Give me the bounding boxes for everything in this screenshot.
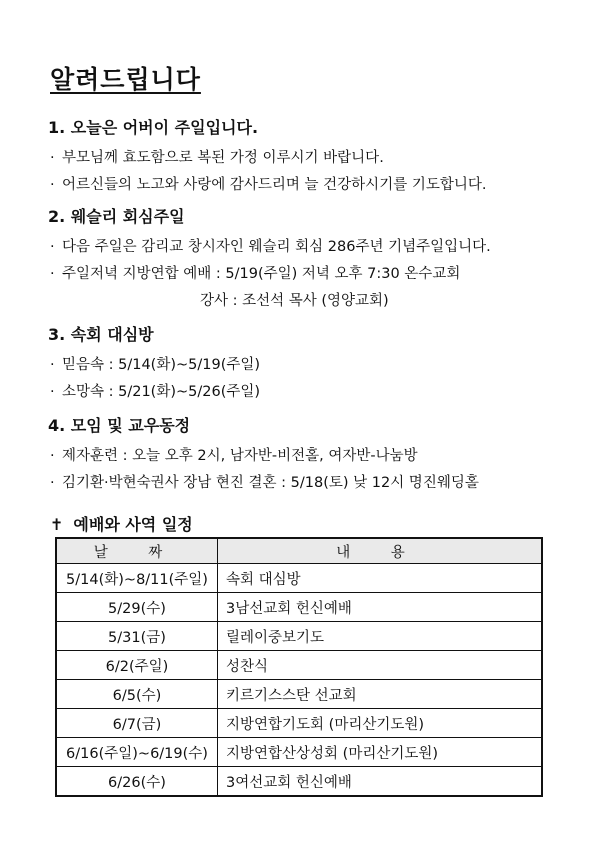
row-date: 6/16(주일)~6/19(수) <box>56 738 218 767</box>
row-content: 지방연합산상성회 (마리산기도원) <box>218 738 543 767</box>
row-date: 5/14(화)~8/11(주일) <box>56 564 218 593</box>
bullet: · <box>50 475 55 491</box>
item-text: 다음 주일은 감리교 창시자인 웨슬리 회심 286주년 기념주일입니다. <box>62 239 491 255</box>
item-text: 주일저녁 지방연합 예배 : 5/19(주일) 저녁 오후 7:30 온수교회 <box>62 266 461 282</box>
list-item <box>50 444 418 465</box>
schedule-table <box>55 537 543 797</box>
item-text: 소망속 : 5/21(화)~5/26(주일) <box>62 384 261 400</box>
list-item <box>50 380 260 401</box>
section-heading-4: 4. 모임 및 교우동정 <box>48 416 191 435</box>
row-date: 5/31(금) <box>56 622 218 651</box>
row-date: 6/2(주일) <box>56 651 218 680</box>
table-row <box>56 622 542 651</box>
item-text: 부모님께 효도함으로 복된 가정 이루시기 바랍니다. <box>62 150 384 166</box>
row-date: 6/7(금) <box>56 709 218 738</box>
bullet: · <box>50 150 55 166</box>
row-content: 성찬식 <box>218 651 543 680</box>
bullet: · <box>50 384 55 400</box>
column-header-date: 날 짜 <box>56 538 218 564</box>
table-row <box>56 738 542 767</box>
item-text: 믿음속 : 5/14(화)~5/19(주일) <box>62 357 261 373</box>
list-item <box>50 146 384 167</box>
schedule-heading <box>50 512 193 535</box>
schedule-title: 예배와 사역 일정 <box>73 515 193 534</box>
row-content: 지방연합기도회 (마리산기도원) <box>218 709 543 738</box>
table-row <box>56 680 542 709</box>
section-heading-1: 1. 오늘은 어버이 주일입니다. <box>48 118 259 137</box>
item-text: 제자훈련 : 오늘 오후 2시, 남자반-비전홀, 여자반-나눔방 <box>62 448 418 464</box>
bullet: · <box>50 177 55 193</box>
bullet: · <box>50 448 55 464</box>
table-row <box>56 651 542 680</box>
list-item <box>50 173 486 194</box>
row-content: 릴레이중보기도 <box>218 622 543 651</box>
list-item <box>50 353 260 374</box>
table-row <box>56 767 542 797</box>
bullet: · <box>50 357 55 373</box>
list-item <box>50 235 491 256</box>
item-text: 김기환·박현숙권사 장남 현진 결혼 : 5/18(토) 낮 12시 명진웨딩홀 <box>62 475 479 491</box>
table-row <box>56 709 542 738</box>
row-content: 3여선교회 헌신예배 <box>218 767 543 797</box>
item-text: 어르신들의 노고와 사랑에 감사드리며 늘 건강하시기를 기도합니다. <box>62 177 487 193</box>
bullet: · <box>50 266 55 282</box>
list-item <box>50 471 479 492</box>
row-date: 5/29(수) <box>56 593 218 622</box>
speaker-line: 강사 : 조선석 목사 (영양교회) <box>200 293 389 309</box>
column-header-content: 내 용 <box>218 538 543 564</box>
row-content: 3남선교회 헌신예배 <box>218 593 543 622</box>
list-item <box>50 262 460 283</box>
cross-icon: ✝ <box>50 515 64 534</box>
table-header-row <box>56 538 542 564</box>
bullet: · <box>50 239 55 255</box>
row-date: 6/26(수) <box>56 767 218 797</box>
section-heading-3: 3. 속회 대심방 <box>48 325 154 344</box>
row-date: 6/5(수) <box>56 680 218 709</box>
page-title: 알려드립니다 <box>50 65 201 94</box>
section-heading-2: 2. 웨슬리 회심주일 <box>48 207 185 226</box>
table-row <box>56 593 542 622</box>
row-content: 속회 대심방 <box>218 564 543 593</box>
table-row <box>56 564 542 593</box>
row-content: 키르기스스탄 선교회 <box>218 680 543 709</box>
